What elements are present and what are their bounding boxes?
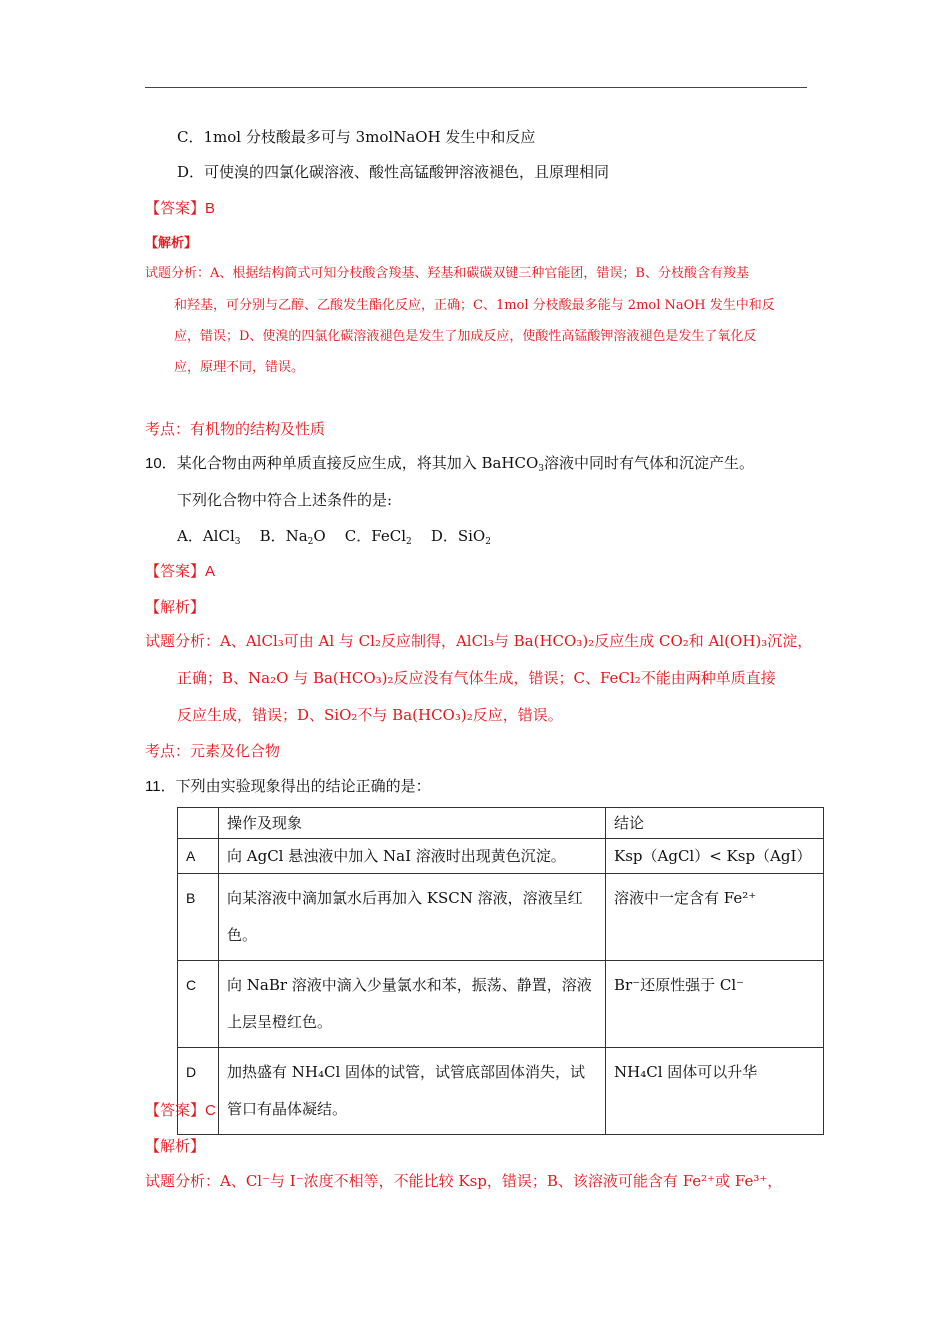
row-label: C (178, 961, 219, 1048)
q11-stem-text: 下列由实验现象得出的结论正确的是： (175, 777, 431, 795)
q10-analysis-line-2: 正确；B、Na₂O 与 Ba(HCO₃)₂反应没有气体生成，错误；C、FeCl₂不能由两种单质直接 (177, 669, 776, 687)
q9-analysis-line-3: 应，错误；D、使溴的四氯化碳溶液褪色是发生了加成反应，使酸性高锰酸钾溶液褪色是发生了氧化反 (174, 329, 757, 344)
table-header-row (178, 808, 824, 839)
q10-stem-a: 某化合物由两种单质直接反应生成，将其加入 BaHCO (176, 454, 539, 472)
q9-analysis-label: 【解析】 (145, 236, 198, 251)
row-conclusion: Br⁻还原性强于 Cl⁻ (606, 961, 824, 1048)
row-conclusion: NH₄Cl 固体可以升华 (606, 1048, 824, 1135)
q9-option-c: C．1mol 分枝酸最多可与 3molNaOH 发生中和反应 (177, 128, 536, 146)
q10-answer (145, 560, 215, 581)
q10-number: 10． (145, 455, 177, 472)
q9-option-d: D．可使溴的四氯化碳溶液、酸性高锰酸钾溶液褪色，且原理相同 (177, 163, 610, 181)
q9-point: 考点：有机物的结构及性质 (145, 420, 326, 438)
answer-label: 【答案】 (145, 1101, 206, 1119)
table-header-cell: 操作及现象 (219, 808, 606, 839)
q10-analysis-line-1: 试题分析：A、AlCl₃可由 Al 与 Cl₂反应制得，AlCl₃与 Ba(HCO₃)₂反应生成 CO₂和 Al(OH)₃沉淀， (145, 632, 813, 650)
q10-stem-sub: 3 (538, 464, 545, 474)
table-row (178, 839, 824, 874)
row-operation: 加热盛有 NH₄Cl 固体的试管，试管底部固体消失，试管口有晶体凝结。 (219, 1048, 606, 1135)
row-operation: 向 AgCl 悬浊液中加入 NaI 溶液时出现黄色沉淀。 (219, 839, 606, 874)
answer-label: 【答案】 (145, 199, 206, 217)
answer-value: B (205, 200, 216, 217)
row-label: B (178, 874, 219, 961)
q10-point: 考点：元素及化合物 (145, 742, 281, 760)
q10-options (177, 525, 491, 547)
answer-value: A (205, 563, 216, 580)
q11-table (177, 807, 824, 1135)
q10-option-d: D．SiO$_2$ (430, 527, 491, 547)
q10-stem-b: 溶液中同时有气体和沉淀产生。 (544, 454, 755, 472)
row-conclusion: Ksp（AgCl）< Ksp（AgI） (606, 839, 824, 874)
q11-stem (145, 775, 431, 796)
row-conclusion: 溶液中一定含有 Fe²⁺ (606, 874, 824, 961)
table-row (178, 874, 824, 961)
q11-analysis-line-1: 试题分析：A、Cl⁻与 I⁻浓度不相等，不能比较 Ksp，错误；B、该溶液可能含有 Fe²⁺或 Fe³⁺， (145, 1172, 783, 1190)
q10-analysis-line-3: 反应生成，错误；D、SiO₂不与 Ba(HCO₃)₂反应，错误。 (177, 706, 563, 724)
row-operation: 向某溶液中滴加氯水后再加入 KSCN 溶液，溶液呈红色。 (219, 874, 606, 961)
q9-analysis-line-4: 应，原理不同，错误。 (174, 360, 305, 375)
table-header-cell: 结论 (606, 808, 824, 839)
q10-stem-line-1 (145, 452, 754, 474)
q11-number: 11． (145, 778, 176, 795)
table-row (178, 1048, 824, 1135)
q10-analysis-label: 【解析】 (145, 598, 206, 616)
row-operation: 向 NaBr 溶液中滴入少量氯水和苯，振荡、静置，溶液上层呈橙红色。 (219, 961, 606, 1048)
table-header-cell (178, 808, 219, 839)
answer-value: C (205, 1102, 216, 1119)
q10-option-b: B．$Na_2O$ (259, 527, 326, 547)
answer-label: 【答案】 (145, 562, 206, 580)
q9-answer (145, 197, 215, 218)
q10-option-a: A．AlCl$_3$ (177, 527, 241, 547)
q10-option-c: C．FeCl$_2$ (344, 527, 412, 547)
row-label: A (178, 839, 219, 874)
header-rule (145, 87, 807, 88)
q10-stem-line-2: 下列化合物中符合上述条件的是: (177, 491, 393, 509)
row-label: D (178, 1048, 219, 1135)
q11-analysis-label: 【解析】 (145, 1137, 206, 1155)
table-row (178, 961, 824, 1048)
q9-analysis-line-1: 试题分析：A、根据结构简式可知分枝酸含羧基、羟基和碳碳双键三种官能团，错误；B、分枝酸含有羧基 (145, 266, 749, 281)
q9-analysis-line-2: 和羟基，可分别与乙醇、乙酸发生酯化反应，正确；C、1mol 分枝酸最多能与 2mol NaOH 发生中和反 (174, 298, 775, 313)
q11-answer (145, 1099, 216, 1120)
